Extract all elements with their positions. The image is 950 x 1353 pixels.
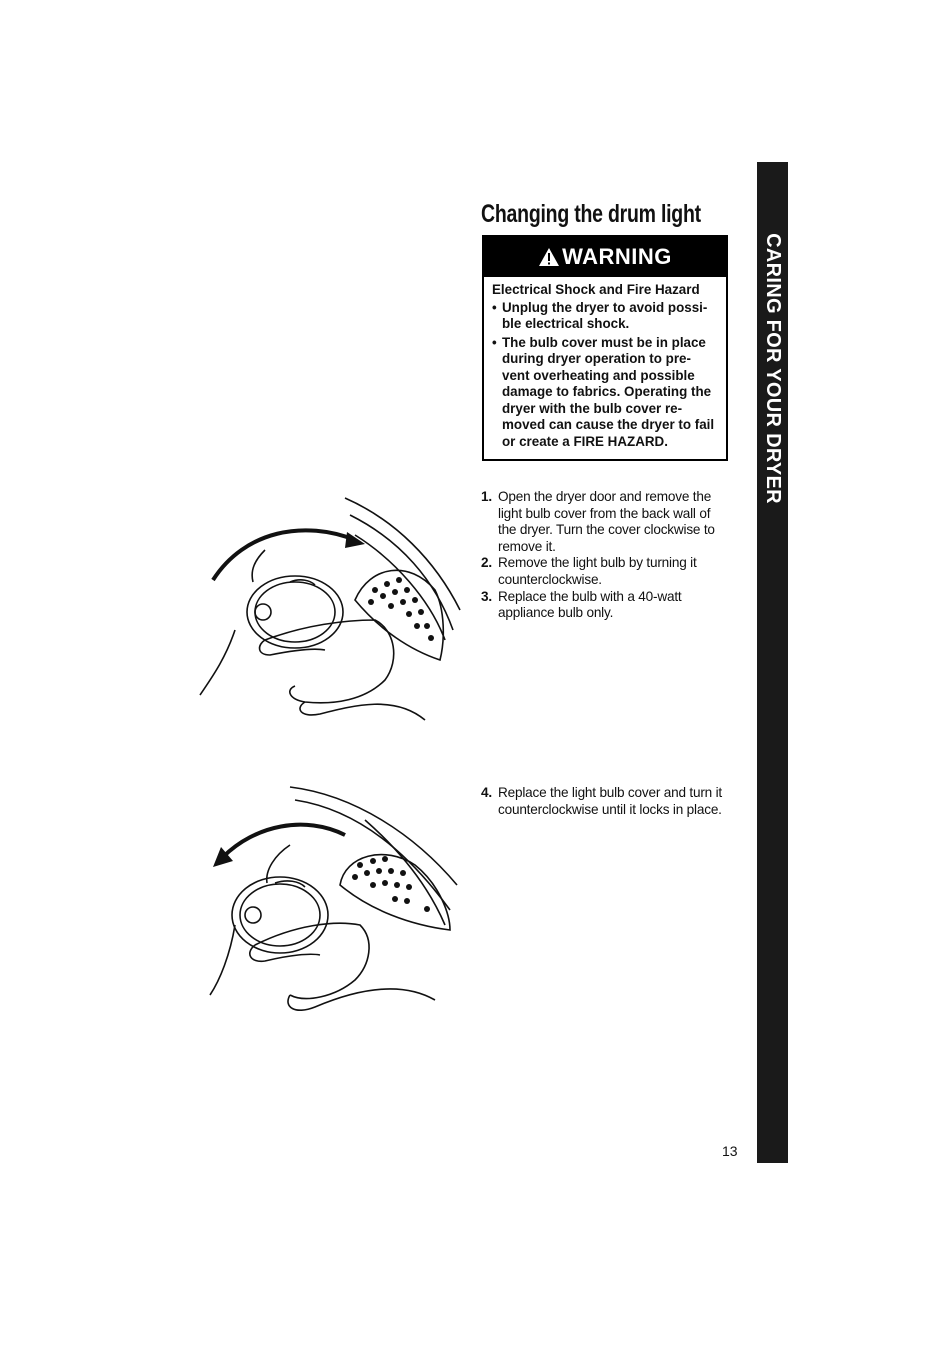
page-number: 13 [722, 1143, 738, 1159]
sidebar-label [757, 232, 788, 504]
step-number: 1. [481, 489, 492, 504]
step-number: 4. [481, 785, 492, 800]
step-number: 3. [481, 588, 492, 604]
step-text: Replace the light bulb cover and turn it counterclockwise until it locks in place. [498, 785, 722, 817]
step-number: 2. [481, 555, 492, 571]
warning-box [482, 235, 728, 461]
illustration-remove-cover [195, 490, 475, 730]
steps-list-lower [481, 785, 731, 818]
warning-bullet-text: Unplug the dryer to avoid possi-ble electrical shock. [502, 299, 708, 331]
drum-perforations [368, 577, 434, 641]
step-text: Open the dryer door and remove the light bulb cover from the back wall of the dryer. Turn the cover clockwise to remove it. [498, 489, 715, 554]
warning-header [484, 237, 726, 277]
warning-bullet-text: The bulb cover must be in place during dryer operation to pre-vent overheating and possible damage to fabrics. Operating the dryer with the bulb cover re-moved can cause the dryer to fail or create a FIRE HAZARD. [502, 334, 715, 449]
warning-bullet [492, 300, 718, 333]
steps-list-upper [481, 489, 731, 622]
step-text: Remove the light bulb by turning it counterclockwise. [498, 555, 697, 587]
drum-perforations [352, 856, 430, 912]
illustration-replace-cover [195, 775, 475, 1035]
step-item [481, 555, 731, 588]
step-item [481, 589, 731, 622]
warning-heading: WARNING [562, 244, 672, 269]
warning-bullet [492, 335, 718, 451]
step-item [481, 489, 731, 555]
sidebar-label-text: CARING FOR YOUR DRYER [762, 232, 785, 504]
step-item [481, 785, 731, 818]
page-title: Changing the drum light [481, 200, 701, 228]
step-text: Replace the bulb with a 40-watt appliance bulb only. [498, 588, 682, 621]
warning-triangle-icon [538, 247, 560, 267]
bullet-dot: • [492, 299, 497, 315]
bullet-dot: • [492, 334, 497, 350]
warning-subheading: Electrical Shock and Fire Hazard [492, 282, 700, 297]
